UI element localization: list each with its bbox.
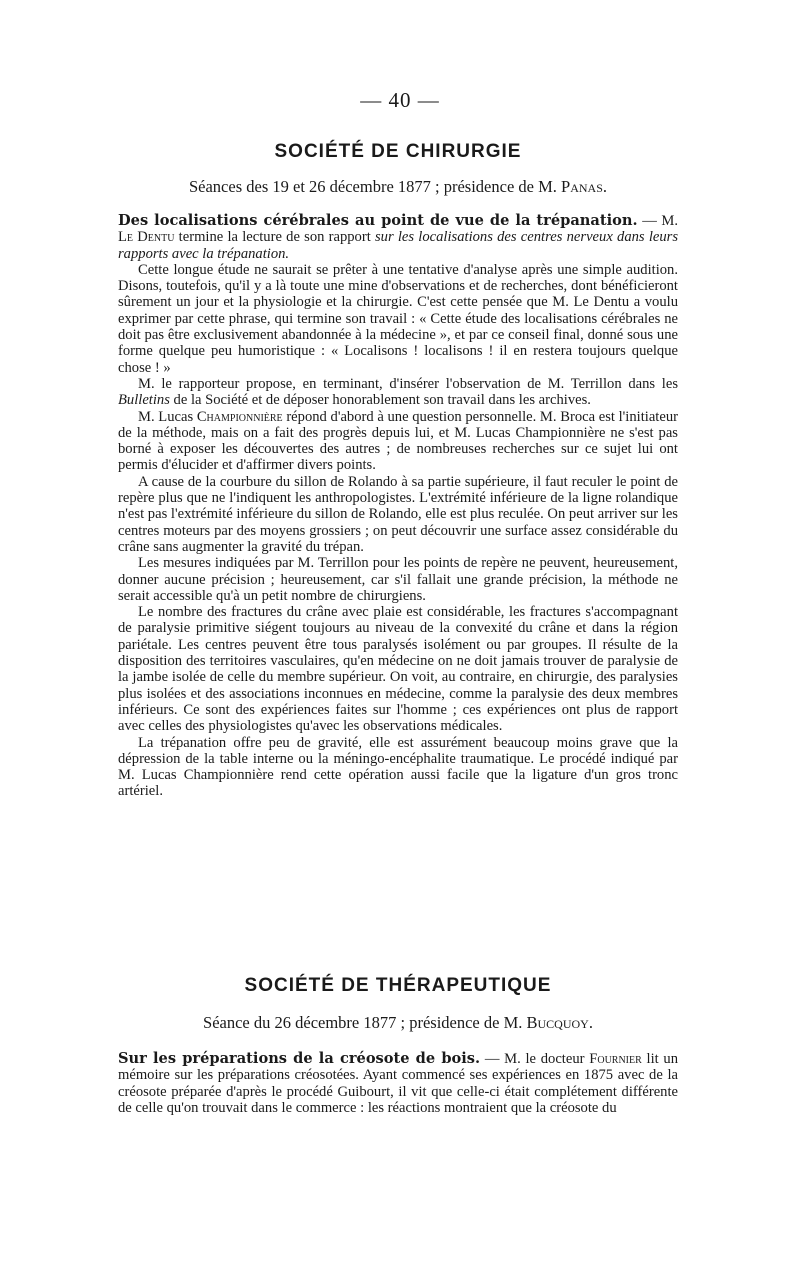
paragraph: M. Lucas Championnière répond d'abord à une question personnelle. M. Broca est l'initiateur de la méthode, mais on a fait des progrès depuis lui, et M. Lucas Championnière ne s'est pas borné à exposer les découvertes des autres ; de nombreuses recherches sur ce sujet lui ont permis d'élucider et d'affirmer divers points. [118,408,678,474]
section-title: SOCIÉTÉ DE THÉRAPEUTIQUE [244,975,552,996]
article-intro: Des localisations cérébrales au point de vue de la trépanation. — M. Le Dentu termine la lecture de son rapport sur les localisations des centres nerveux dans leurs rapports avec la trépanation. [118,212,679,262]
author-name: Le Dentu [118,229,175,246]
report-title: sur les localisations des centres nerveux dans leurs rapports avec la trépanation. [118,229,679,262]
section-therapeutique-body [118,1051,678,1116]
article-intro: Sur les préparations de la créosote de bois. — M. le docteur Fournier lit un mémoire sur les préparations créosotées. Ayant commencé ses expériences en 1875 avec de la créosote préparée d'après le procédé Guibourt, il vit que celle-ci était complétement différente de celle qu'on trouvait dans le commerce : les réactions montraient que la créosote du [118,1050,678,1116]
paragraph: Les mesures indiquées par M. Terrillon pour les points de repère ne peuvent, heureusement, donner aucune précision ; heureusement, car s'il fallait une grande précision, la méthode ne serait accessible qu'à un petit nombre de chirurgiens. [118,555,678,604]
session-line: Séance du 26 décembre 1877 ; présidence de M. Bucquoy. [203,1013,593,1032]
section-chirurgie-header [118,141,678,163]
section-chirurgie-body [118,213,678,800]
paragraph: A cause de la courbure du sillon de Rolando à sa partie supérieure, il faut reculer le point de repère plus que ne l'indiquent les anthropologistes. L'extrémité inférieure de la ligne rolandique n'est pas l'extrémité inférieure du sillon de Rolando, elle est plus reculée. On peut arriver sur les centres moteurs par des moyens grossiers ; on peut découvrir une surface assez considérable du crâne sans augmenter la gravité du trépan. [118,473,678,555]
paragraph: La trépanation offre peu de gravité, elle est assurément beaucoup moins grave que la dépression de la table interne ou la méningo-encéphalite traumatique. Le procédé indiqué par M. Lucas Championnière rend cette opération aussi facile que la ligature d'un gros tronc artériel. [118,734,678,800]
page-number: — 40 — [360,88,440,112]
section-therapeutique-header [118,975,678,997]
section-therapeutique-session [118,1013,678,1033]
section-title: SOCIÉTÉ DE CHIRURGIE [274,141,522,162]
article-title: Sur les préparations de la créosote de bois. [118,1050,481,1067]
section-chirurgie-session [118,177,678,197]
president-name: Bucquoy. [526,1013,593,1032]
paragraph: M. le rapporteur propose, en terminant, d'insérer l'observation de M. Terrillon dans les Bulletins de la Société et de déposer honorablement son travail dans les archives. [118,375,678,409]
paragraph: Le nombre des fractures du crâne avec plaie est considérable, les fractures s'accompagnant de paralysie primitive siégent toujours au niveau de la convexité du crâne et dans la région pariétale. Les centres peuvent être tous paralysés isolément ou par groupes. Il résulte de la disposition des territoires vasculaires, qu'en médecine on ne doit jamais trouver de paralysie de la jambe isolée de celle du membre supérieur. On voit, au contraire, en chirurgie, des paralysies plus isolées et des associations inconnues en médecine, comme la paralysie des deux membres inférieurs. Ce sont des expériences faites sur l'homme ; ces expériences ont plus de rapport avec celles des physiologistes qu'avec les observations médicales. [118,604,678,735]
president-name: Panas. [561,177,608,196]
session-line: Séances des 19 et 26 décembre 1877 ; présidence de M. Panas. [188,177,608,196]
article-title: Des localisations cérébrales au point de vue de la trépanation. [118,212,638,229]
paragraph: Cette longue étude ne saurait se prêter à une tentative d'analyse après une simple audition. Disons, toutefois, qu'il y a là toute une mine d'observations et de recherches, dont bénéficieront sûrement un jour et la physiologie et la chirurgie. C'est cette pensée que M. Le Dentu a voulu exprimer par cette phrase, qui termine son travail : « Cette étude des localisations cérébrales ne doit pas être exclusivement abandonnée à la médecine », et par ce conseil final, donné sous une forme quelque peu humoristique : « Localisons ! localisons ! il en restera toujours quelque chose ! » [118,261,678,376]
author-name: Fournier [589,1051,642,1067]
